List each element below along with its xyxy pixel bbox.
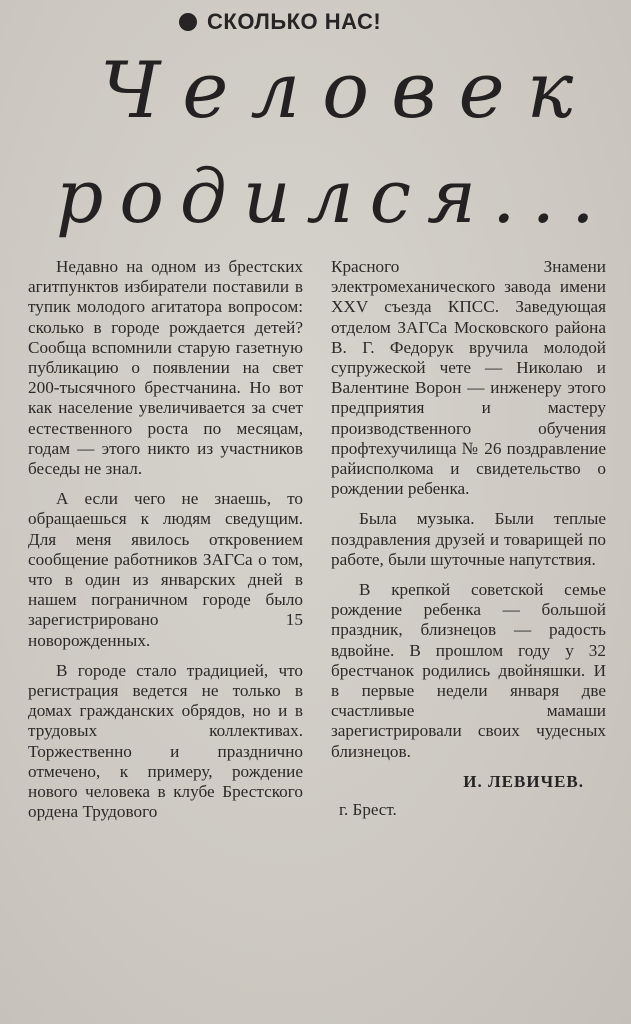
filled-circle-icon <box>179 13 197 31</box>
article-right-column <box>331 257 606 820</box>
article-paragraph: В городе стало традицией, что регистрация ведется не только в домах гражданских обрядов, но и в трудовых коллективах. Торжественно и празднично отмечено, к примеру, рождение нового человека в клубе Брестского ордена Трудового <box>28 660 303 822</box>
rubric-label: СКОЛЬКО НАС! <box>207 9 382 34</box>
headline-line-1: Человек <box>100 46 596 136</box>
article-left-column <box>28 257 303 832</box>
article-paragraph: Недавно на одном из брестских агитпунктов избиратели поставили в тупик молодого агитатора вопросом: сколько в городе рождается детей? Сообща вспомнили старую газетную публикацию о появлении на свет 200-тысячного брестчанина. Но вот как население увеличивается за счет естественного роста по месяцам, годам — этого никто из участников беседы не знал. <box>28 257 303 479</box>
rubric-header <box>179 6 381 38</box>
dateline-city: г. Брест. <box>339 800 397 820</box>
headline-line-2: родился... <box>56 154 611 240</box>
article-paragraph-continuation: Красного Знамени электромеханического завода имени XXV съезда КПСС. Заведующая отделом ЗАГСа Московского района В. Г. Федорук вручила молодой супружеской чете — Николаю и Валентине Ворон — инженеру этого предприятия и мастеру производственного обучения профтехучилища № 26 поздравление райисполкома и свидетельство о рождении ребенка. <box>331 257 606 499</box>
article-paragraph: А если чего не знаешь, то обращаешься к людям сведущим. Для меня явилось откровением сообщение работников ЗАГСа о том, что в один из январских дней в нашем пограничном городе было зарегистрировано 15 новорожденных. <box>28 489 303 650</box>
article-paragraph: Была музыка. Были теплые поздравления друзей и товарищей по работе, были шуточные напутствия. <box>331 509 606 569</box>
article-paragraph: В крепкой советской семье рождение ребенка — большой праздник, близнецов — радость вдвойне. В прошлом году у 32 брестчанок родились двойняшки. И в первые недели января две счастливые мамаши зарегистрировали своих чудесных близнецов. <box>331 580 606 761</box>
author-signature: И. ЛЕВИЧЕВ. <box>463 771 584 791</box>
